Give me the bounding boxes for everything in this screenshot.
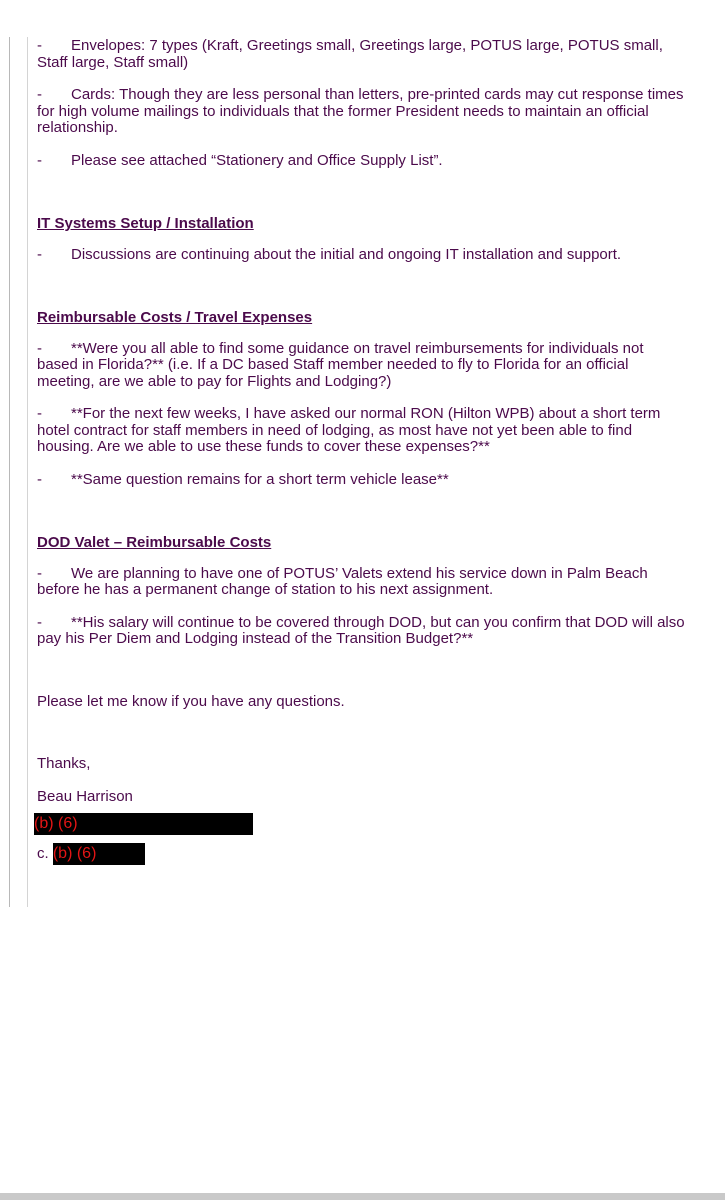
section-heading-it-systems: IT Systems Setup / Installation — [37, 215, 254, 232]
list-item-text: We are planning to have one of POTUS’ Valets extend his service down in Palm Beach before he has a permanent change of station to his next assignment. — [37, 564, 648, 598]
page-bottom-bar — [0, 1193, 725, 1200]
list-item-text: Cards: Though they are less personal than letters, pre-printed cards may cut response times for high volume mailings to individuals that the former President needs to maintain an official relationship. — [37, 86, 684, 136]
list-item: - We are planning to have one of POTUS’ Valets extend his service down in Palm Beach before he has a permanent change of station to his next assignment. — [37, 564, 648, 598]
list-item: - **His salary will continue to be covered through DOD, but can you confirm that DOD will also pay his Per Diem and Lodging instead of the Transition Budget?** — [37, 613, 685, 647]
closing-line: Please let me know if you have any questions. — [37, 692, 345, 710]
phone-prefix: c. — [37, 844, 49, 862]
list-item-text: **Same question remains for a short term vehicle lease** — [71, 470, 449, 488]
signoff: Thanks, — [37, 755, 91, 772]
email-body — [34, 37, 687, 865]
list-item: - Envelopes: 7 types (Kraft, Greetings small, Greetings large, POTUS large, POTUS small, Staff large, Staff small) — [37, 37, 663, 71]
list-item-text: **For the next few weeks, I have asked our normal RON (Hilton WPB) about a short term hotel contract for staff members in need of lodging, as most have not yet been able to find housing. Are we able to use these funds to cover these expenses?** — [37, 405, 661, 455]
redaction-box: (b) (6) — [53, 843, 145, 865]
list-item: - **Were you all able to find some guidance on travel reimbursements for individuals not based in Florida?** (i.e. If a DC based Staff member needed to fly to Florida for an official meeting, are we able to pay for Flights and Lodging?) — [37, 339, 644, 390]
list-item: - Cards: Though they are less personal than letters, pre-printed cards may cut response times for high volume mailings to individuals that the former President needs to maintain an official relationship. — [37, 86, 684, 136]
redaction-box: (b) (6) — [34, 813, 253, 835]
list-item-text: **His salary will continue to be covered through DOD, but can you confirm that DOD will also pay his Per Diem and Lodging instead of the Transition Budget?** — [37, 613, 685, 647]
section-heading-reimbursable-costs: Reimbursable Costs / Travel Expenses — [37, 309, 313, 326]
redaction-row — [34, 813, 687, 835]
list-item-text: Discussions are continuing about the initial and ongoing IT installation and support. — [71, 245, 622, 263]
list-item-text: Envelopes: 7 types (Kraft, Greetings small, Greetings large, POTUS large, POTUS small, Staff large, Staff small) — [37, 37, 663, 71]
list-item: - Discussions are continuing about the initial and ongoing IT installation and support. — [37, 245, 622, 263]
margin-rule-outer — [9, 37, 10, 907]
list-item: - Please see attached “Stationery and Office Supply List”. — [37, 151, 443, 169]
section-heading-dod-valet: DOD Valet – Reimbursable Costs — [37, 534, 272, 551]
signature-name: Beau Harrison — [37, 787, 133, 805]
phone-row — [37, 843, 687, 865]
list-item: - **For the next few weeks, I have asked our normal RON (Hilton WPB) about a short term hotel contract for staff members in need of lodging, as most have not yet been able to find housing. Are we able to use these funds to cover these expenses?** — [37, 405, 661, 455]
list-item-text: **Were you all able to find some guidance on travel reimbursements for individuals not based in Florida?** (i.e. If a DC based Staff member needed to fly to Florida for an official meeting, are we able to pay for Flights and Lodging?) — [37, 339, 644, 390]
margin-rule-inner — [27, 37, 28, 907]
list-item-text: Please see attached “Stationery and Office Supply List”. — [71, 151, 443, 169]
list-item: - **Same question remains for a short term vehicle lease** — [37, 470, 449, 488]
